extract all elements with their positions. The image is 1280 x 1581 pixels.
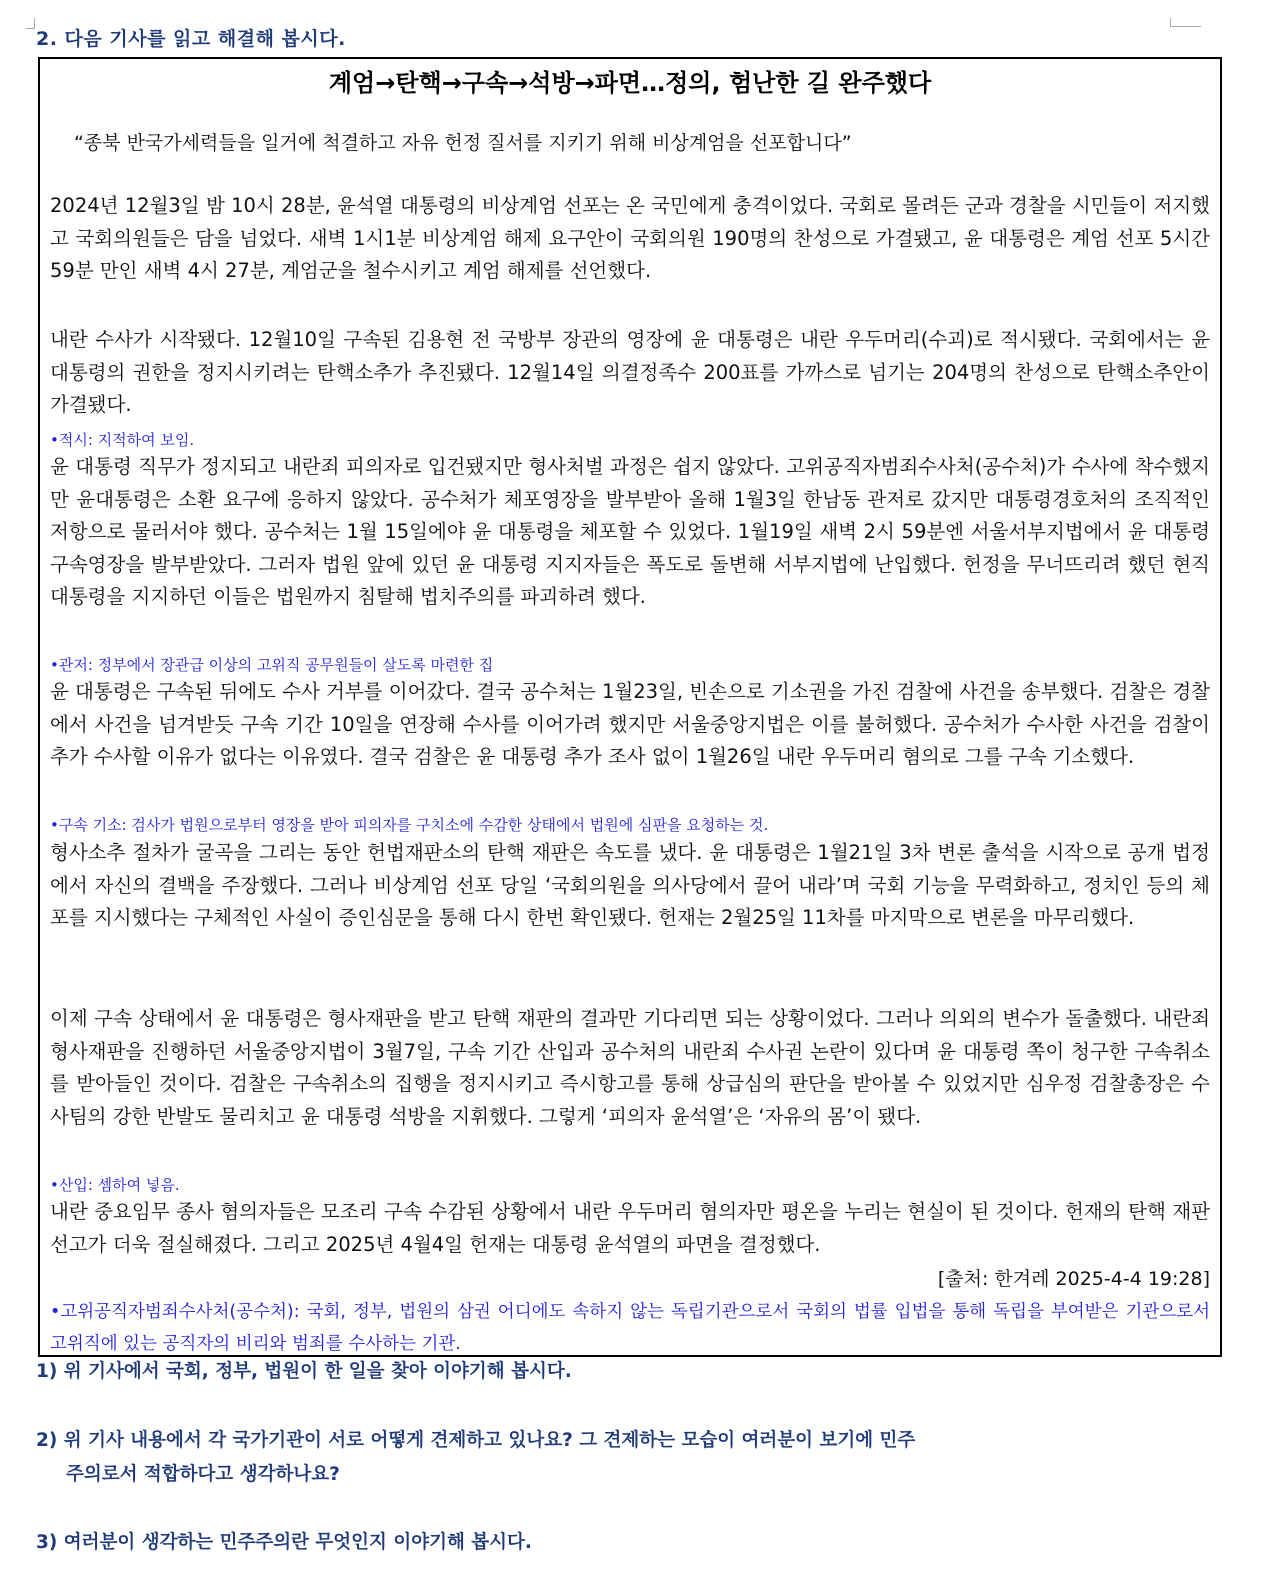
article-title: 계엄→탄핵→구속→석방→파면…정의, 험난한 길 완주했다 xyxy=(328,69,932,97)
glossary-note-gwanjeo: •관저: 정부에서 장관급 이상의 고위직 공무원들이 살도록 마련한 집 xyxy=(50,656,494,674)
article-paragraph-4: 윤 대통령은 구속된 뒤에도 수사 거부를 이어갔다. 결국 공수처는 1월23일, 빈손으로 기소권을 가진 검찰에 사건을 송부했다. 검찰은 경찰에서 사건을 넘겨받듯 구속 기간 10일을 연장해 수사를 이어가려 했지만 서울중앙지법은 이를 불허했다. 공수처가 수사한 사건을 검찰이 추가 수사할 이유가 없다는 이유였다. 결국 검찰은 윤 대통령 추가 조사 없이 1월26일 내란 우두머리 혐의로 그를 구속 기소했다. xyxy=(50,680,1210,768)
article-source: [출처: 한겨레 2025-4-4 19:28] xyxy=(937,1268,1210,1290)
question-2-text: 2) 위 기사 내용에서 각 국가기관이 서로 어떻게 견제하고 있나요? 그 견제하는 모습이 여러분이 보기에 민주 xyxy=(36,1430,916,1451)
glossary-note-sanip: •산입: 셈하여 넣음. xyxy=(50,1176,180,1194)
question-3 xyxy=(36,1526,1186,1560)
article-paragraph-5: 형사소추 절차가 굴곡을 그리는 동안 헌법재판소의 탄핵 재판은 속도를 냈다. 윤 대통령은 1월21일 3차 변론 출석을 시작으로 공개 법정에서 자신의 결백을 주장했다. 그러나 비상계엄 선포 당일 ‘국회의원을 의사당에서 끌어 내라’며 국회 기능을 무력화하고, 정치인 등의 체포를 지시했다는 구체적인 사실이 증인심문을 통해 다시 한번 확인됐다. 헌재는 2월25일 11차를 마지막으로 변론을 마무리했다. xyxy=(50,841,1210,929)
question-1 xyxy=(36,1355,1186,1389)
article-paragraph-3: 윤 대통령 직무가 정지되고 내란죄 피의자로 입건됐지만 형사처벌 과정은 쉽지 않았다. 고위공직자범죄수사처(공수처)가 수사에 착수했지만 윤대통령은 소환 요구에 응하지 않았다. 공수처가 체포영장을 발부받아 올해 1월3일 한남동 관저로 갔지만 대통령경호처의 조직적인 저항으로 물러서야 했다. 공수처는 1월 15일에야 윤 대통령을 체포할 수 있었다. 1월19일 새벽 2시 59분엔 서울서부지법에서 윤 대통령 구속영장을 발부받았다. 그러자 법원 앞에 있던 윤 대통령 지지자들은 폭도로 돌변해 서부지법에 난입했다. 헌정을 무너뜨리려 했던 현직 대통령을 지지하던 이들은 법원까지 침탈해 법치주의를 파괴하려 했다. xyxy=(50,455,1210,608)
article-quote: “종북 반국가세력들을 일거에 척결하고 자유 헌정 질서를 지키기 위해 비상계엄을 선포합니다” xyxy=(74,132,852,154)
section-heading: 2. 다음 기사를 읽고 해결해 봅시다. xyxy=(36,28,346,50)
page-corner-mark-right xyxy=(1170,18,1201,27)
question-3-text: 3) 여러분이 생각하는 민주주의란 무엇인지 이야기해 봅시다. xyxy=(36,1532,532,1553)
article-paragraph-7: 내란 중요임무 종사 혐의자들은 모조리 구속 수감된 상황에서 내란 우두머리 혐의자만 평온을 누리는 현실이 된 것이다. 헌재의 탄핵 재판 선고가 더욱 절실해졌다. 그리고 2025년 4월4일 헌재는 대통령 윤석열의 파면을 결정했다. xyxy=(50,1200,1210,1256)
question-2 xyxy=(36,1424,1186,1492)
question-1-text: 1) 위 기사에서 국회, 정부, 법원이 한 일을 찾아 이야기해 봅시다. xyxy=(36,1361,572,1382)
glossary-note-gusok-giso: •구속 기소: 검사가 법원으로부터 영장을 받아 피의자를 구치소에 수감한 상태에서 법원에 심판을 요청하는 것. xyxy=(50,816,769,834)
question-2-continuation: 주의로서 적합하다고 생각하나요? xyxy=(66,1464,340,1485)
article-paragraph-6: 이제 구속 상태에서 윤 대통령은 형사재판을 받고 탄핵 재판의 결과만 기다리면 되는 상황이었다. 그러나 의외의 변수가 돌출했다. 내란죄 형사재판을 진행하던 서울중앙지법이 3월7일, 구속 기간 산입과 공수처의 내란죄 수사권 논란이 있다며 윤 대통령 쪽이 청구한 구속취소를 받아들인 것이다. 검찰은 구속취소의 집행을 정지시키고 즉시항고를 통해 상급심의 판단을 받아볼 수 있었지만 심우정 검찰총장은 수사팀의 강한 반발도 물리치고 윤 대통령 석방을 지휘했다. 그렇게 ‘피의자 윤석열’은 ‘자유의 몸’이 됐다. xyxy=(50,1007,1210,1128)
article-box xyxy=(38,57,1222,1357)
article-paragraph-2: 내란 수사가 시작됐다. 12월10일 구속된 김용현 전 국방부 장관의 영장에 윤 대통령은 내란 우두머리(수괴)로 적시됐다. 국회에서는 윤 대통령의 권한을 정지시키려는 탄핵소추가 추진됐다. 12월14일 의결정족수 200표를 가까스로 넘기는 204명의 찬성으로 탄핵소추안이 가결됐다. xyxy=(50,328,1210,416)
article-paragraph-1: 2024년 12월3일 밤 10시 28분, 윤석열 대통령의 비상계엄 선포는 온 국민에게 충격이었다. 국회로 몰려든 군과 경찰을 시민들이 저지했고 국회의원들은 담을 넘었다. 새벽 1시1분 비상계엄 해제 요구안이 국회의원 190명의 찬성으로 가결됐고, 윤 대통령은 계엄 선포 5시간 59분 만인 새벽 4시 27분, 계엄군을 철수시키고 계엄 해제를 선언했다. xyxy=(50,194,1210,282)
footnote-gongsucheo: •고위공직자범죄수사처(공수처): 국회, 정부, 법원의 삼권 어디에도 속하지 않는 독립기관으로서 국회의 법률 입법을 통해 독립을 부여받은 기관으로서 고위직에 있는 공직자의 비리와 범죄를 수사하는 기관. xyxy=(50,1302,1210,1354)
page-corner-mark-left xyxy=(26,18,35,29)
glossary-note-jeoksi: •적시: 지적하여 보임. xyxy=(50,431,195,449)
